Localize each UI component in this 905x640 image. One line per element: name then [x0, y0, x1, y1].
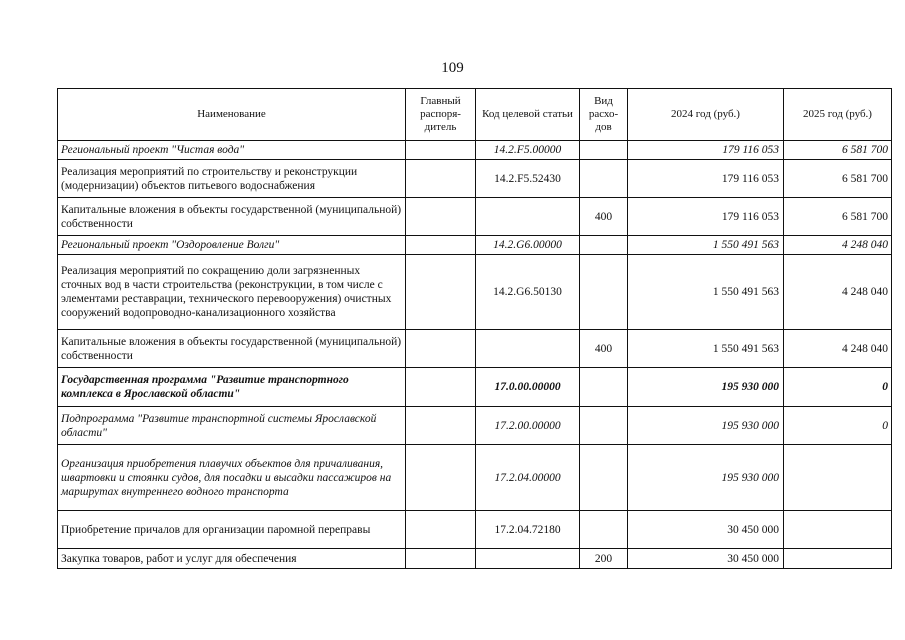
budget-table: [57, 88, 892, 569]
row-vid-cell: [580, 236, 628, 255]
row-2024-cell: 179 116 053: [628, 160, 784, 198]
row-admin-cell: [406, 236, 476, 255]
row-name-cell: Региональный проект "Оздоровление Волги": [58, 236, 406, 255]
row-vid-cell: [580, 141, 628, 160]
row-admin-cell: [406, 141, 476, 160]
row-vid-cell: 200: [580, 549, 628, 569]
table-row: [58, 141, 892, 160]
table-row: [58, 160, 892, 198]
row-2024-cell: 30 450 000: [628, 511, 784, 549]
page-number: 109: [441, 60, 464, 76]
row-2024-cell: 30 450 000: [628, 549, 784, 569]
row-admin-cell: [406, 445, 476, 511]
row-2025-cell: 4 248 040: [784, 255, 892, 330]
row-2025-cell: 4 248 040: [784, 330, 892, 368]
row-code-cell: 14.2.F5.52430: [476, 160, 580, 198]
row-2024-cell: 179 116 053: [628, 141, 784, 160]
row-admin-cell: [406, 330, 476, 368]
row-code-cell: 17.0.00.00000: [476, 368, 580, 407]
row-2024-cell: 1 550 491 563: [628, 330, 784, 368]
row-admin-cell: [406, 511, 476, 549]
row-code-cell: [476, 330, 580, 368]
header-name: Наименование: [58, 89, 406, 141]
row-name-cell: Подпрограмма "Развитие транспортной системы Ярославской области": [58, 407, 406, 445]
table-row: [58, 255, 892, 330]
row-vid-cell: [580, 407, 628, 445]
row-vid-cell: [580, 368, 628, 407]
row-code-cell: 14.2.F5.00000: [476, 141, 580, 160]
row-code-cell: 14.2.G6.00000: [476, 236, 580, 255]
row-2024-cell: 179 116 053: [628, 198, 784, 236]
table-row: [58, 236, 892, 255]
table-row: [58, 549, 892, 569]
table-row: [58, 330, 892, 368]
row-admin-cell: [406, 255, 476, 330]
row-name-cell: Приобретение причалов для организации паромной переправы: [58, 511, 406, 549]
row-name-cell: Капитальные вложения в объекты государственной (муниципальной) собственности: [58, 198, 406, 236]
row-2025-cell: 0: [784, 368, 892, 407]
row-name-cell: Организация приобретения плавучих объектов для причаливания, швартовки и стоянки судов, для посадки и высадки пассажиров на маршрутах внутреннего водного транспорта: [58, 445, 406, 511]
row-vid-cell: [580, 511, 628, 549]
row-2024-cell: 1 550 491 563: [628, 255, 784, 330]
header-admin: Главный распоря-дитель: [406, 89, 476, 141]
row-vid-cell: 400: [580, 330, 628, 368]
row-admin-cell: [406, 368, 476, 407]
row-vid-cell: [580, 445, 628, 511]
row-2025-cell: 6 581 700: [784, 160, 892, 198]
table-row: [58, 368, 892, 407]
row-vid-cell: [580, 255, 628, 330]
table-body: [58, 141, 892, 569]
row-2024-cell: 1 550 491 563: [628, 236, 784, 255]
row-2025-cell: 4 248 040: [784, 236, 892, 255]
row-2025-cell: [784, 549, 892, 569]
row-name-cell: Закупка товаров, работ и услуг для обеспечения: [58, 549, 406, 569]
row-2025-cell: [784, 511, 892, 549]
table-row: [58, 407, 892, 445]
row-2025-cell: 0: [784, 407, 892, 445]
row-admin-cell: [406, 407, 476, 445]
row-admin-cell: [406, 198, 476, 236]
row-name-cell: Реализация мероприятий по строительству и реконструкции (модернизации) объектов питьевого водоснабжения: [58, 160, 406, 198]
header-2024: 2024 год (руб.): [628, 89, 784, 141]
row-vid-cell: 400: [580, 198, 628, 236]
row-name-cell: Государственная программа "Развитие транспортного комплекса в Ярославской области": [58, 368, 406, 407]
row-2025-cell: 6 581 700: [784, 141, 892, 160]
row-code-cell: 17.2.04.72180: [476, 511, 580, 549]
row-2024-cell: 195 930 000: [628, 445, 784, 511]
header-2025: 2025 год (руб.): [784, 89, 892, 141]
row-admin-cell: [406, 160, 476, 198]
row-admin-cell: [406, 549, 476, 569]
header-code: Код целевой статьи: [476, 89, 580, 141]
row-name-cell: Капитальные вложения в объекты государственной (муниципальной) собственности: [58, 330, 406, 368]
table-header-row: [58, 89, 892, 141]
row-code-cell: 17.2.00.00000: [476, 407, 580, 445]
row-vid-cell: [580, 160, 628, 198]
table-row: [58, 445, 892, 511]
row-code-cell: [476, 549, 580, 569]
row-code-cell: 14.2.G6.50130: [476, 255, 580, 330]
row-2024-cell: 195 930 000: [628, 407, 784, 445]
row-name-cell: Реализация мероприятий по сокращению доли загрязненных сточных вод в части строительства (реконструкции, в том числе с элементами реставрации, технического перевооружения) очистных сооружений водопроводно-канализационного хозяйства: [58, 255, 406, 330]
header-vid: Вид расхо-дов: [580, 89, 628, 141]
row-code-cell: 17.2.04.00000: [476, 445, 580, 511]
row-2025-cell: [784, 445, 892, 511]
row-2025-cell: 6 581 700: [784, 198, 892, 236]
table-row: [58, 511, 892, 549]
row-code-cell: [476, 198, 580, 236]
row-2024-cell: 195 930 000: [628, 368, 784, 407]
table-row: [58, 198, 892, 236]
row-name-cell: Региональный проект "Чистая вода": [58, 141, 406, 160]
